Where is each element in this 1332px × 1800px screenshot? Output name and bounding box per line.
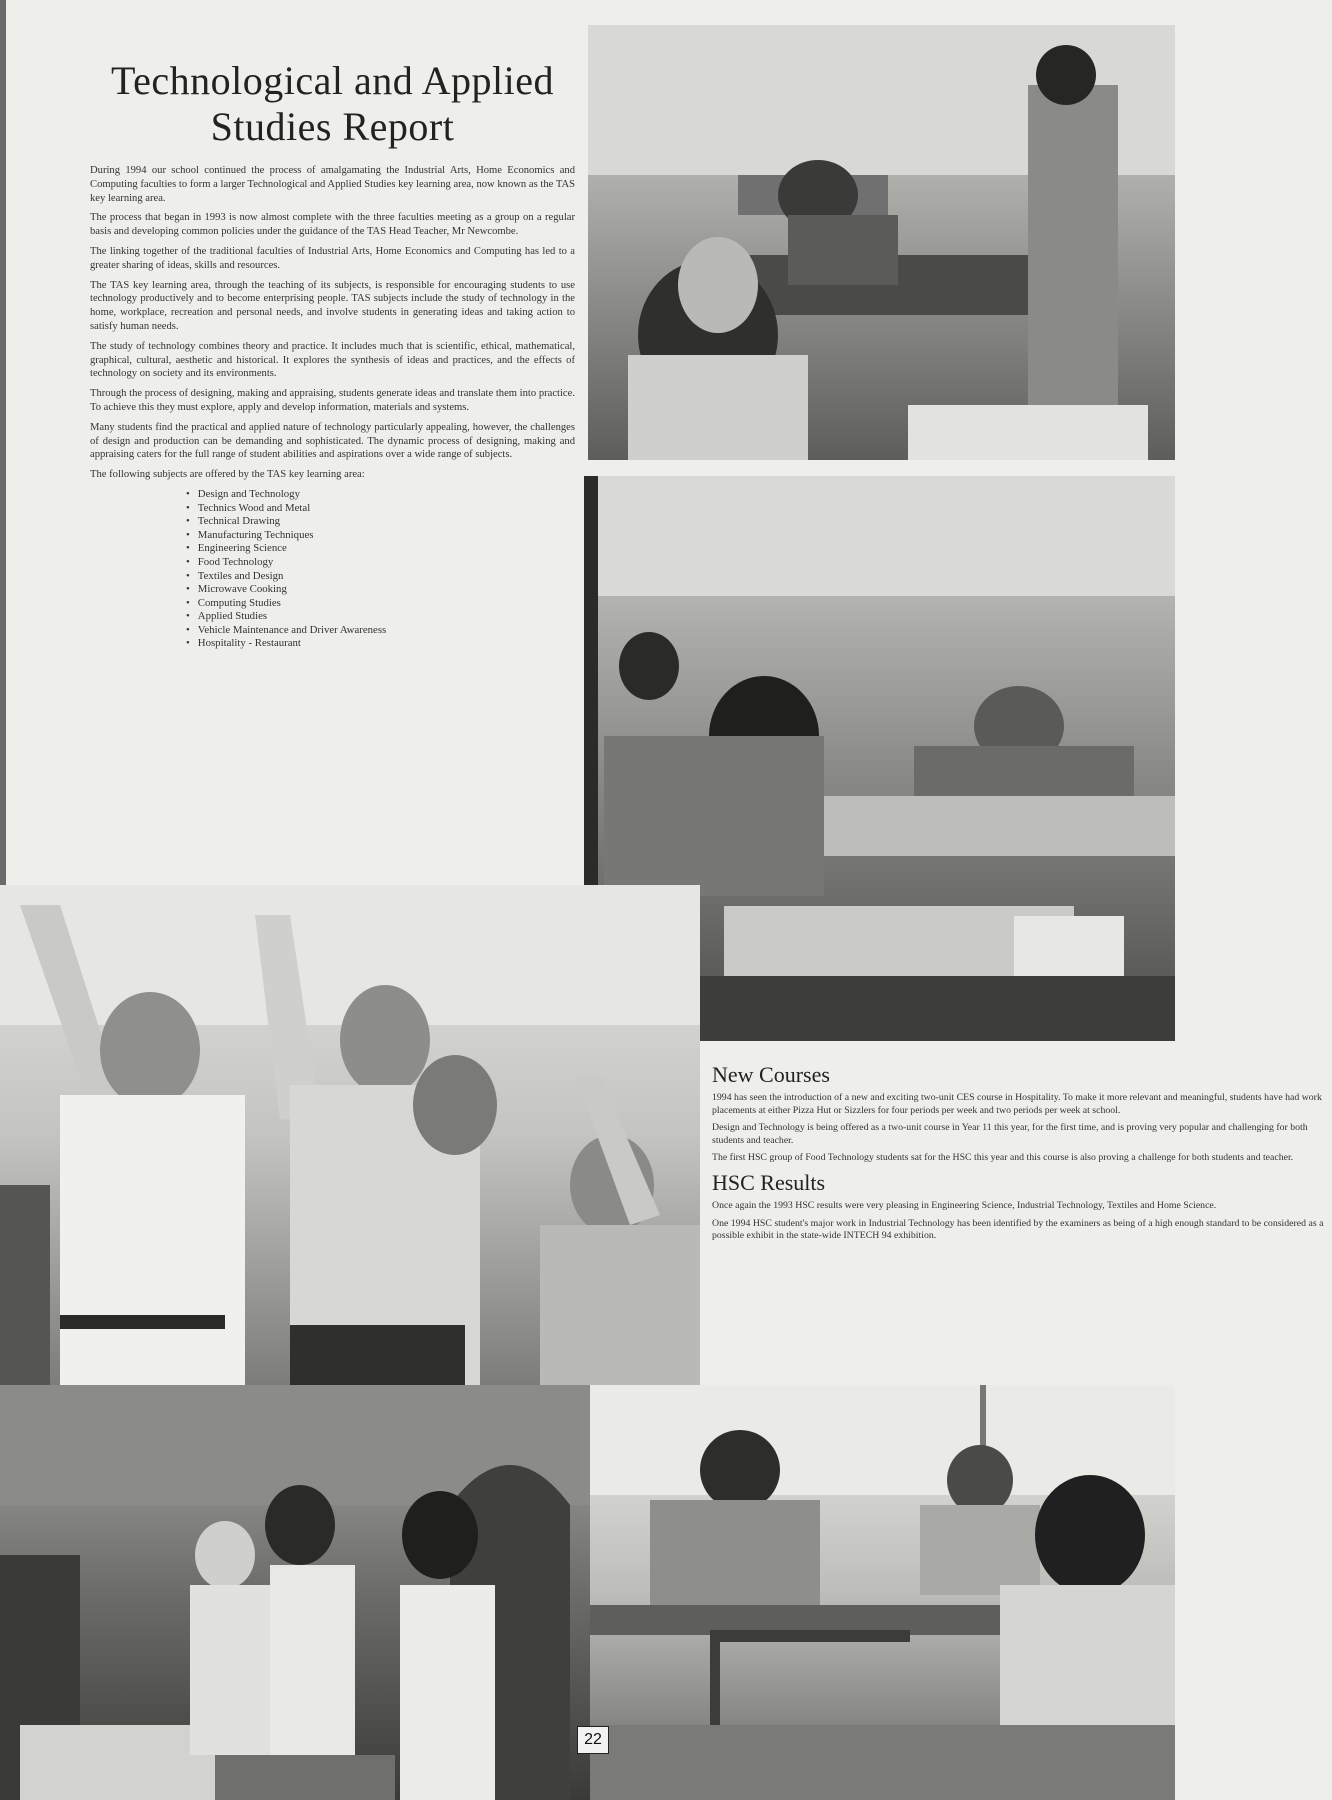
- subject-item: • Textiles and Design: [186, 570, 575, 584]
- report-column: [90, 58, 575, 651]
- new-courses-paragraph: The first HSC group of Food Technology students sat for the HSC this year and this course is also proving a challenge for both students and teacher.: [712, 1152, 1294, 1164]
- photo-teachers-pointing: [0, 885, 700, 1385]
- report-paragraph: The following subjects are offered by the TAS key learning area:: [90, 469, 365, 481]
- photo-classroom-desks-shapes: [590, 1385, 1175, 1800]
- subject-item: • Applied Studies: [186, 610, 575, 624]
- title-line-1: Technological and Applied: [111, 58, 554, 103]
- photo-craft-room: [0, 1385, 590, 1800]
- photo-teachers-pointing-shapes: [0, 885, 700, 1385]
- report-paragraph: The TAS key learning area, through the teaching of its subjects, is responsible for encouraging students to use technology productively and to become enterprising people. TAS subjects include the study of technology in the home, workplace, recreation and personal needs, and involve students in generating ideas and taking action to satisfy human needs.: [90, 279, 575, 332]
- subject-list: [186, 488, 575, 651]
- hsc-results-paragraph: Once again the 1993 HSC results were very pleasing in Engineering Science, Industrial Technology, Textiles and Home Science.: [712, 1199, 1217, 1211]
- page-title: [90, 58, 575, 150]
- report-paragraph: The study of technology combines theory and practice. It includes much that is scientific, ethical, mathematical, graphical, cultural, aesthetic and historical. It explores the synthesis of ideas and practices, and the effects of technology on society and its environments.: [90, 340, 575, 380]
- subject-item: • Hospitality - Restaurant: [186, 637, 575, 651]
- title-line-2: Studies Report: [210, 104, 455, 149]
- report-paragraph: Many students find the practical and applied nature of technology particularly appealing, however, the challenges of design and production can be demanding and sophisticated. The dynamic process of designing, making and appraising caters for the full range of student abilities and aspirations over a wide range of subjects.: [90, 421, 575, 461]
- hsc-results-heading: HSC Results: [712, 1169, 826, 1195]
- photo-classroom-desks: [590, 1385, 1175, 1800]
- new-courses-paragraph: 1994 has seen the introduction of a new and exciting two-unit CES course in Hospitality. To make it more relevant and meaningful, students have had work placements at either Pizza Hut or Sizzlers for four periods per week and two periods per week at school.: [712, 1092, 1322, 1116]
- report-paragraph: The process that began in 1993 is now almost complete with the three faculties meeting as a group on a regular basis and developing common policies under the guidance of the TAS Head Teacher, Mr Newcombe.: [90, 212, 575, 238]
- subject-item: • Food Technology: [186, 556, 575, 570]
- news-column: [712, 1062, 1324, 1248]
- report-paragraph: The linking together of the traditional faculties of Industrial Arts, Home Economics and Computing has led to a greater sharing of ideas, skills and resources.: [90, 245, 575, 271]
- report-paragraph: During 1994 our school continued the process of amalgamating the Industrial Arts, Home Economics and Computing faculties to form a larger Technological and Applied Studies key learning area, now known as the TAS key learning area.: [90, 165, 575, 204]
- subject-item: • Vehicle Maintenance and Driver Awareness: [186, 624, 575, 638]
- subject-item: • Engineering Science: [186, 542, 575, 556]
- subject-item: • Manufacturing Techniques: [186, 529, 575, 543]
- page-number: 22: [577, 1726, 609, 1754]
- hsc-results-paragraph: One 1994 HSC student's major work in Industrial Technology has been identified by the examiners as being of a high enough standard to be considered as a possible exhibit in the state-wide INTECH 94 exhibition.: [712, 1217, 1324, 1242]
- new-courses-heading: New Courses: [712, 1062, 830, 1087]
- new-courses-paragraph: Design and Technology is being offered as a two-unit course in Year 11 this year, for the first time, and is proving very popular and challenging for both students and teacher.: [712, 1122, 1308, 1146]
- report-paragraph: Through the process of designing, making and appraising, students generate ideas and translate them into practice. To achieve this they must explore, apply and develop information, materials and systems.: [90, 388, 575, 413]
- subject-item: • Technical Drawing: [186, 515, 575, 529]
- photo-craft-room-shapes: [0, 1385, 590, 1800]
- subject-item: • Microwave Cooking: [186, 583, 575, 597]
- subject-item: • Technics Wood and Metal: [186, 502, 575, 516]
- subject-item: • Design and Technology: [186, 488, 575, 502]
- photo-classroom-discussion: [588, 25, 1175, 460]
- photo-classroom-discussion-shapes: [588, 25, 1175, 460]
- subject-item: • Computing Studies: [186, 597, 575, 611]
